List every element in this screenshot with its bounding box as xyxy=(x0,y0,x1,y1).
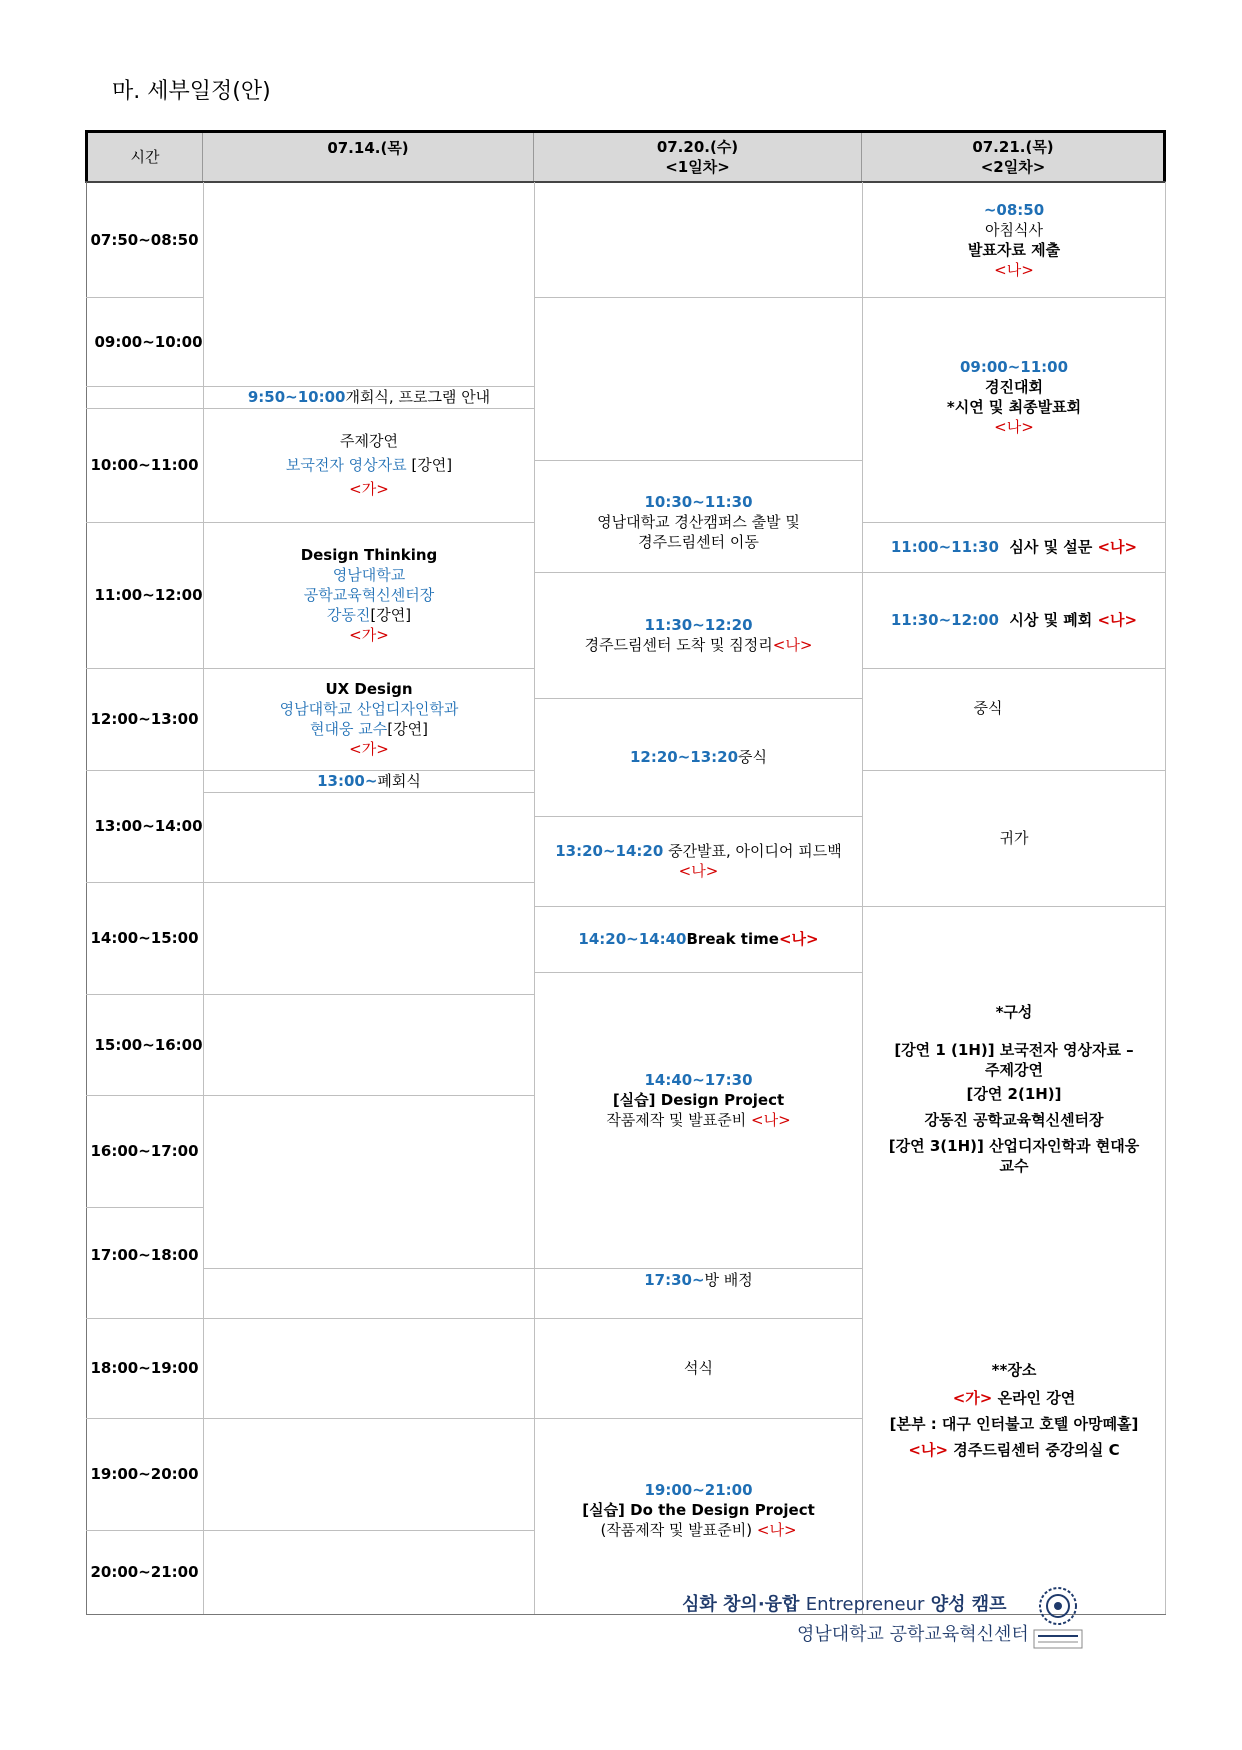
closing-ceremony: 13:00~ 폐회식 xyxy=(317,772,421,790)
note-lecture-2: [강연 2(1H)] xyxy=(966,1085,1062,1103)
footer-title: 심화 창의·융합 Entrepreneur 양성 캠프 xyxy=(682,1594,1007,1615)
judging: 11:00~11:30 심사 및 설문 <나> xyxy=(890,538,1138,556)
midterm-presentation: 13:20~14:20 중간발표, 아이디어 피드백 <나> xyxy=(555,842,842,880)
time-slot: 15:00~16:00 xyxy=(94,1035,203,1054)
note-lecture-1: [강연 1 (1H)] 보국전자 영상자료 – 주제강연 xyxy=(894,1041,1134,1079)
footer-org: 영남대학교 공학교육혁신센터 xyxy=(797,1624,1029,1645)
lunch-day2: 중식 xyxy=(973,699,1003,717)
dinner: 석식 xyxy=(684,1359,713,1377)
room-assignment: 17:30~ 방 배정 xyxy=(644,1271,753,1289)
keynote-lecture: 주제강연 보국전자 영상자료 [강연] <가> xyxy=(285,432,453,498)
header-day2: 07.20.(수) <1일차> xyxy=(534,132,862,182)
design-project: 14:40~17:30 [실습] Design Project 작품제작 및 발표준비 <나> xyxy=(606,1071,791,1129)
breakfast: ~08:50 아침식사 발표자료 제출 <나> xyxy=(967,201,1061,279)
night-project: 19:00~21:00 [실습] Do the Design Project (작품제작 및 발표준비) <나> xyxy=(582,1481,815,1539)
university-emblem xyxy=(1028,1582,1088,1652)
ux-design-lecture: UX Design 영남대학교 산업디자인학과 현대웅 교수[강연] <가> xyxy=(279,680,459,758)
note-lecture-3: [강연 3(1H)] 산업디자인학과 현대웅 교수 xyxy=(888,1137,1140,1175)
time-slot: 10:00~11:00 xyxy=(90,456,199,474)
time-slot: 09:00~10:00 xyxy=(94,332,203,351)
arrival: 11:30~12:20 경주드림센터 도착 및 짐정리<나> xyxy=(584,616,813,654)
header-day3: 07.21.(목) <2일차> xyxy=(862,132,1164,182)
competition: 09:00~11:00 경진대회 *시연 및 최종발표회 <나> xyxy=(946,358,1082,436)
time-slot: 07:50~08:50 xyxy=(90,231,199,249)
opening-ceremony: 9:50~10:00 개회식, 프로그램 안내 xyxy=(247,388,491,406)
departure: 10:30~11:30 영남대학교 경산캠퍼스 출발 및 경주드림센터 이동 xyxy=(597,493,800,551)
time-slot: 11:00~12:00 xyxy=(94,586,203,604)
time-slot: 16:00~17:00 xyxy=(90,1142,199,1160)
return-home: 귀가 xyxy=(999,829,1029,847)
time-slot: 18:00~19:00 xyxy=(90,1359,199,1377)
time-slot: 14:00~15:00 xyxy=(90,929,199,947)
lunch-day1: 12:20~13:20 중식 xyxy=(629,748,768,766)
awards: 11:30~12:00 시상 및 폐회 <나> xyxy=(890,611,1138,629)
header-day1: 07.14.(목) xyxy=(203,132,534,182)
program-notes: *구성 [강연 1 (1H)] 보국전자 영상자료 – 주제강연 [강연 2(1H)] 강동진 공학교육혁신센터장 [강연 3(1H)] 산업디자인학과 현대웅 교수 xyxy=(863,1002,1165,1176)
time-slot: 12:00~13:00 xyxy=(90,710,199,728)
time-slot: 17:00~18:00 xyxy=(90,1246,199,1264)
break-time: 14:20~14:40 Break time <나> xyxy=(578,930,819,948)
notes-title: *구성 xyxy=(995,1003,1033,1021)
header-time: 시간 xyxy=(88,132,203,182)
time-slot: 19:00~20:00 xyxy=(90,1465,199,1483)
time-slot: 13:00~14:00 xyxy=(94,817,203,835)
venue-notes: **장소 <가> 온라인 강연 [본부 : 대구 인터불고 호텔 아망떼홀] <나> 경주드림센터 중강의실 C xyxy=(889,1361,1139,1459)
page-heading: 마. 세부일정(안) xyxy=(112,79,271,104)
time-slot: 20:00~21:00 xyxy=(90,1563,199,1581)
design-thinking-lecture: Design Thinking 영남대학교 공학교육혁신센터장 강동진[강연] <가> xyxy=(300,546,438,644)
